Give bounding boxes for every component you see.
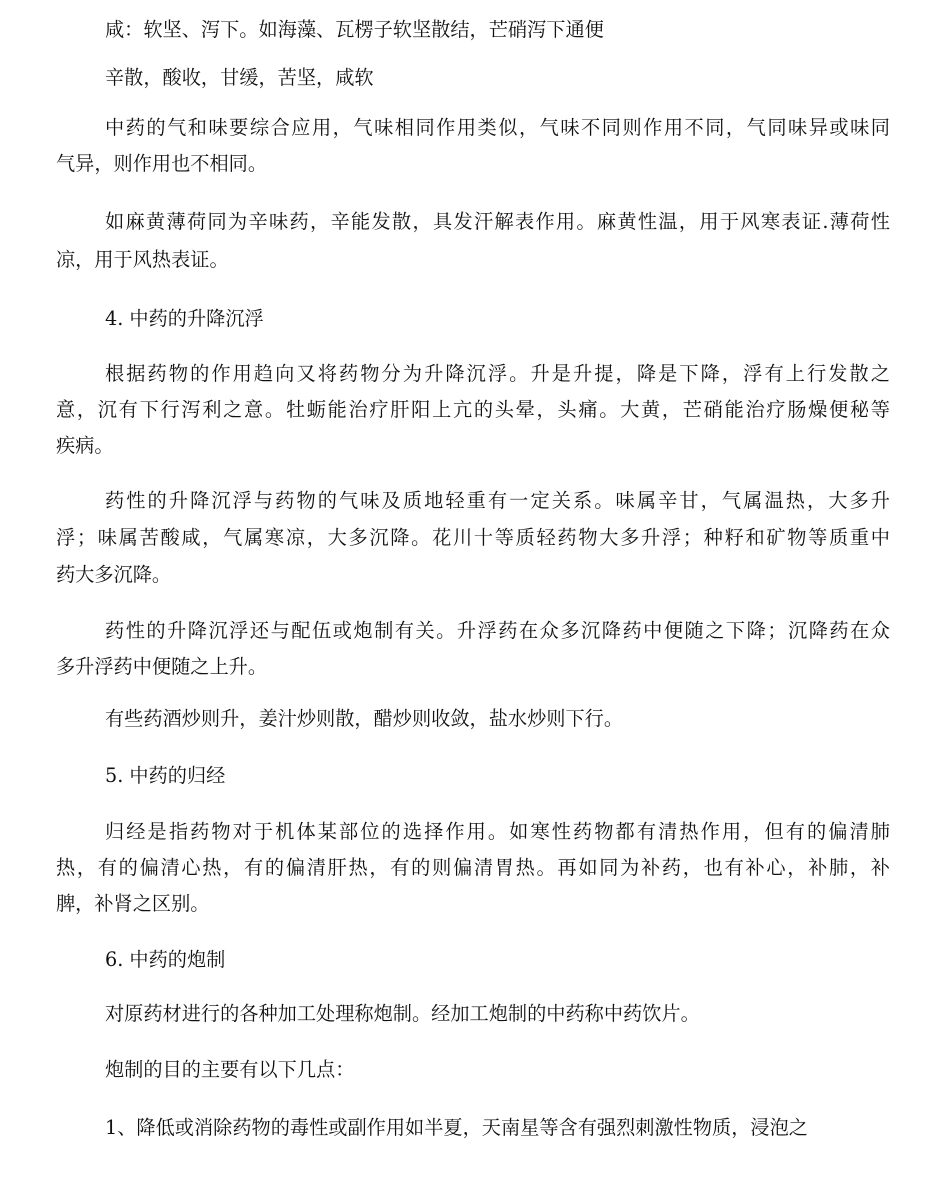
paragraph-line: 脾，补肾之区别。 — [56, 892, 210, 915]
paragraph-line: 1、降低或消除药物的毒性或副作用如半夏，天南星等含有强烈刺激性物质，浸泡之 — [105, 1116, 808, 1139]
paragraph-line: 意，沉有下行泻利之意。牡蛎能治疗肝阳上亢的头晕，头痛。大黄，芒硝能治疗肠燥便秘等 — [56, 398, 890, 421]
paragraph-line: 对原药材进行的各种加工处理称炮制。经加工炮制的中药称中药饮片。 — [105, 1002, 700, 1025]
paragraph-line: 药性的升降沉浮还与配伍或炮制有关。升浮药在众多沉降药中便随之下降；沉降药在众 — [105, 619, 890, 642]
paragraph-line: 热，有的偏清心热，有的偏清肝热，有的则偏清胃热。再如同为补药，也有补心，补肺，补 — [56, 856, 890, 879]
section-heading: 6. 中药的炮制 — [105, 948, 226, 971]
paragraph-line: 咸：软坚、泻下。如海藻、瓦楞子软坚散结，芒硝泻下通便 — [105, 18, 604, 41]
paragraph-line: 多升浮药中便随之上升。 — [56, 655, 268, 678]
paragraph-line: 归经是指药物对于机体某部位的选择作用。如寒性药物都有清热作用，但有的偏清肺 — [105, 820, 890, 843]
paragraph-line: 药性的升降沉浮与药物的气味及质地轻重有一定关系。味属辛甘，气属温热，大多升 — [105, 489, 890, 512]
paragraph-line: 根据药物的作用趋向又将药物分为升降沉浮。升是升提，降是下降，浮有上行发散之 — [105, 362, 890, 385]
paragraph-line: 炮制的目的主要有以下几点： — [105, 1058, 355, 1081]
paragraph-line: 浮；味属苦酸咸，气属寒凉，大多沉降。花川十等质轻药物大多升浮；种籽和矿物等质重中 — [56, 526, 890, 549]
paragraph-line: 中药的气和味要综合应用，气味相同作用类似，气味不同则作用不同，气同味异或味同 — [105, 116, 890, 139]
paragraph-line: 疾病。 — [56, 434, 114, 457]
paragraph-line: 凉，用于风热表证。 — [56, 248, 229, 271]
paragraph-line: 药大多沉降。 — [56, 563, 172, 586]
paragraph-line: 辛散，酸收，甘缓，苦坚，咸软 — [105, 66, 374, 89]
paragraph-line: 有些药酒炒则升，姜汁炒则散，醋炒则收敛，盐水炒则下行。 — [105, 707, 624, 730]
section-heading: 5. 中药的归经 — [105, 764, 226, 787]
paragraph-line: 如麻黄薄荷同为辛味药，辛能发散，具发汗解表作用。麻黄性温，用于风寒表证.薄荷性 — [105, 210, 890, 233]
paragraph-line: 气异，则作用也不相同。 — [56, 152, 268, 175]
section-heading: 4. 中药的升降沉浮 — [105, 307, 264, 330]
